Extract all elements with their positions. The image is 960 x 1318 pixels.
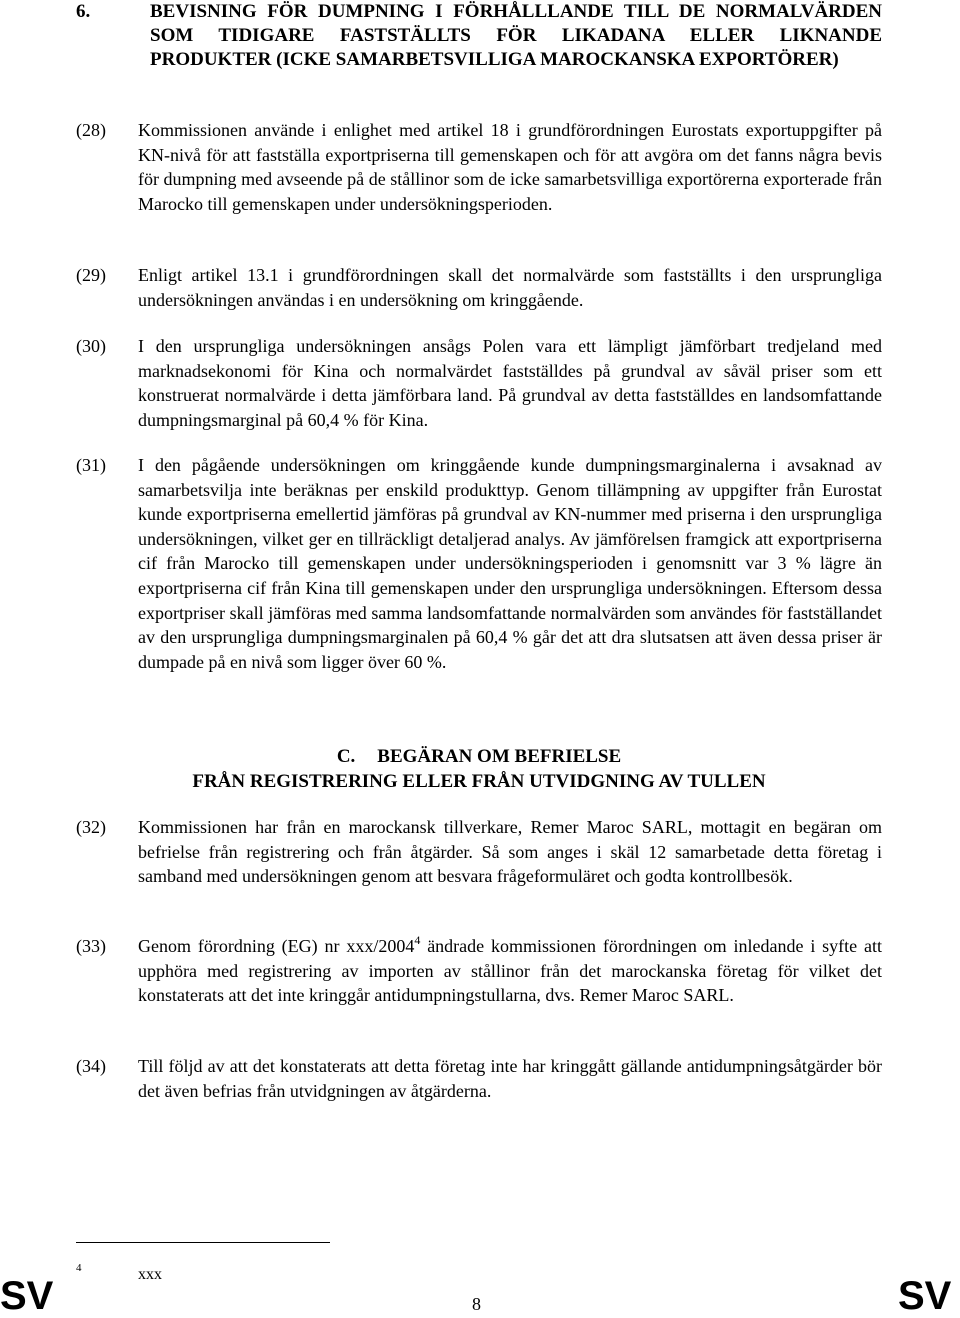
footnote-number: 4	[76, 1262, 82, 1274]
section-title-line-2: FRÅN REGISTRERING ELLER FRÅN UTVIDGNING AV TULLEN	[192, 771, 766, 792]
paragraph-text: Kommissionen använde i enlighet med artikel 18 i grundförordningen Eurostats exportuppgifter på KN-nivå för att fastställa exportpriserna till gemenskapen och för att avgöra om det fanns några bevis för dumpning med avseende på de stållinor som de icke samarbetsvilliga exportörerna exporterade från Marocko till gemenskapen under undersökningsperioden.	[138, 120, 882, 214]
paragraph-text: I den ursprungliga undersökningen ansågs Polen vara ett lämpligt jämförbart tredjeland med marknadsekonomi för Kina och normalvärdet fastställdes på grundval av såväl priser som ett konstruerat normalvärde i detta jämförbara land. På grundval av detta fastställdes en landsomfattande dumpningsmarginal på 60,4 % för Kina.	[138, 336, 882, 430]
paragraph-number: (29)	[76, 265, 106, 285]
footnote-divider	[76, 1242, 330, 1243]
paragraph-text	[138, 934, 882, 1008]
paragraph-text: Enligt artikel 13.1 i grundförordningen skall det normalvärde som fastställts i den ursprungliga undersökningen användas i en undersökning om kringgående.	[138, 265, 882, 310]
language-code-left: SV	[0, 1274, 54, 1318]
paragraph-text: Till följd av att det konstaterats att detta företag inte har kringgått gällande antidumpningsåtgärder bör det även befrias från utvidgningen av åtgärderna.	[138, 1056, 882, 1101]
paragraph-number: (32)	[76, 817, 106, 837]
paragraph-number: (34)	[76, 1056, 106, 1076]
language-code-right: SV	[898, 1274, 952, 1318]
paragraph-text: Kommissionen har från en marockansk tillverkare, Remer Maroc SARL, mottagit en begäran om befrielse från registrering och från åtgärder. Så som anges i skäl 12 samarbetade detta företag i samband med undersökningen genom att besvara frågeformuläret och godta kontrollbesök.	[138, 817, 882, 887]
section-title-line-1	[76, 744, 882, 769]
heading-number: 6.	[76, 1, 91, 22]
section-title-text: BEGÄRAN OM BEFRIELSE	[377, 746, 622, 767]
section-heading-c	[76, 744, 882, 794]
heading-text: BEVISNING FÖR DUMPNING I FÖRHÅLLLANDE TILL DE NORMALVÄRDEN SOM TIDIGARE FASTSTÄLLTS FÖR LIKADANA ELLER LIKNANDE PRODUKTER (ICKE SAMARBETSVILLIGA MAROCKANSKA EXPORTÖRER)	[150, 1, 882, 70]
paragraph-number: (30)	[76, 336, 106, 356]
paragraph-text-part: ändrade kommissionen förordningen om inledande i syfte att upphöra med registrering av importen av stållinor från det marockanska företag för vilket det konstaterats att det inte kringgår antidumpningstullarna, dvs. Remer Maroc SARL.	[138, 936, 883, 1006]
paragraph-text-part: Genom förordning (EG) nr xxx/2004	[138, 936, 415, 956]
footnote-reference[interactable]: 4	[414, 933, 421, 947]
paragraph-text: I den pågående undersökningen om kringgående kunde dumpningsmarginalerna i avsaknad av samarbetsvilja inte beräknas per enskild produkttyp. Genom tillämpning av uppgifter från Eurostat kunde exportpriserna emellertid jämföras på grundval av KN-nummer med priserna i den ursprungliga undersökningen, vilket ger en tillräckligt detaljerad analys. Av jämförelsen framgick att exportpriserna cif från Marocko till gemenskapen under undersökningsperioden i genomsnitt var 3 % lägre än exportpriserna cif från Kina till gemenskapen under den ursprungliga undersökningen. Eftersom dessa exportpriser skall jämföras med samma landsomfattande normalvärden som användes för fastställandet av den ursprungliga dumpningsmarginalen på 60,4 % går det att dra slutsatsen att även dessa priser är dumpade på en nivå som ligger över 60 %.	[138, 455, 882, 672]
page-number: 8	[472, 1294, 481, 1314]
section-letter: C.	[336, 746, 356, 767]
footnote-text: xxx	[138, 1266, 162, 1283]
paragraph-number: (31)	[76, 455, 106, 475]
paragraph-number: (28)	[76, 120, 106, 140]
paragraph-number: (33)	[76, 936, 106, 956]
